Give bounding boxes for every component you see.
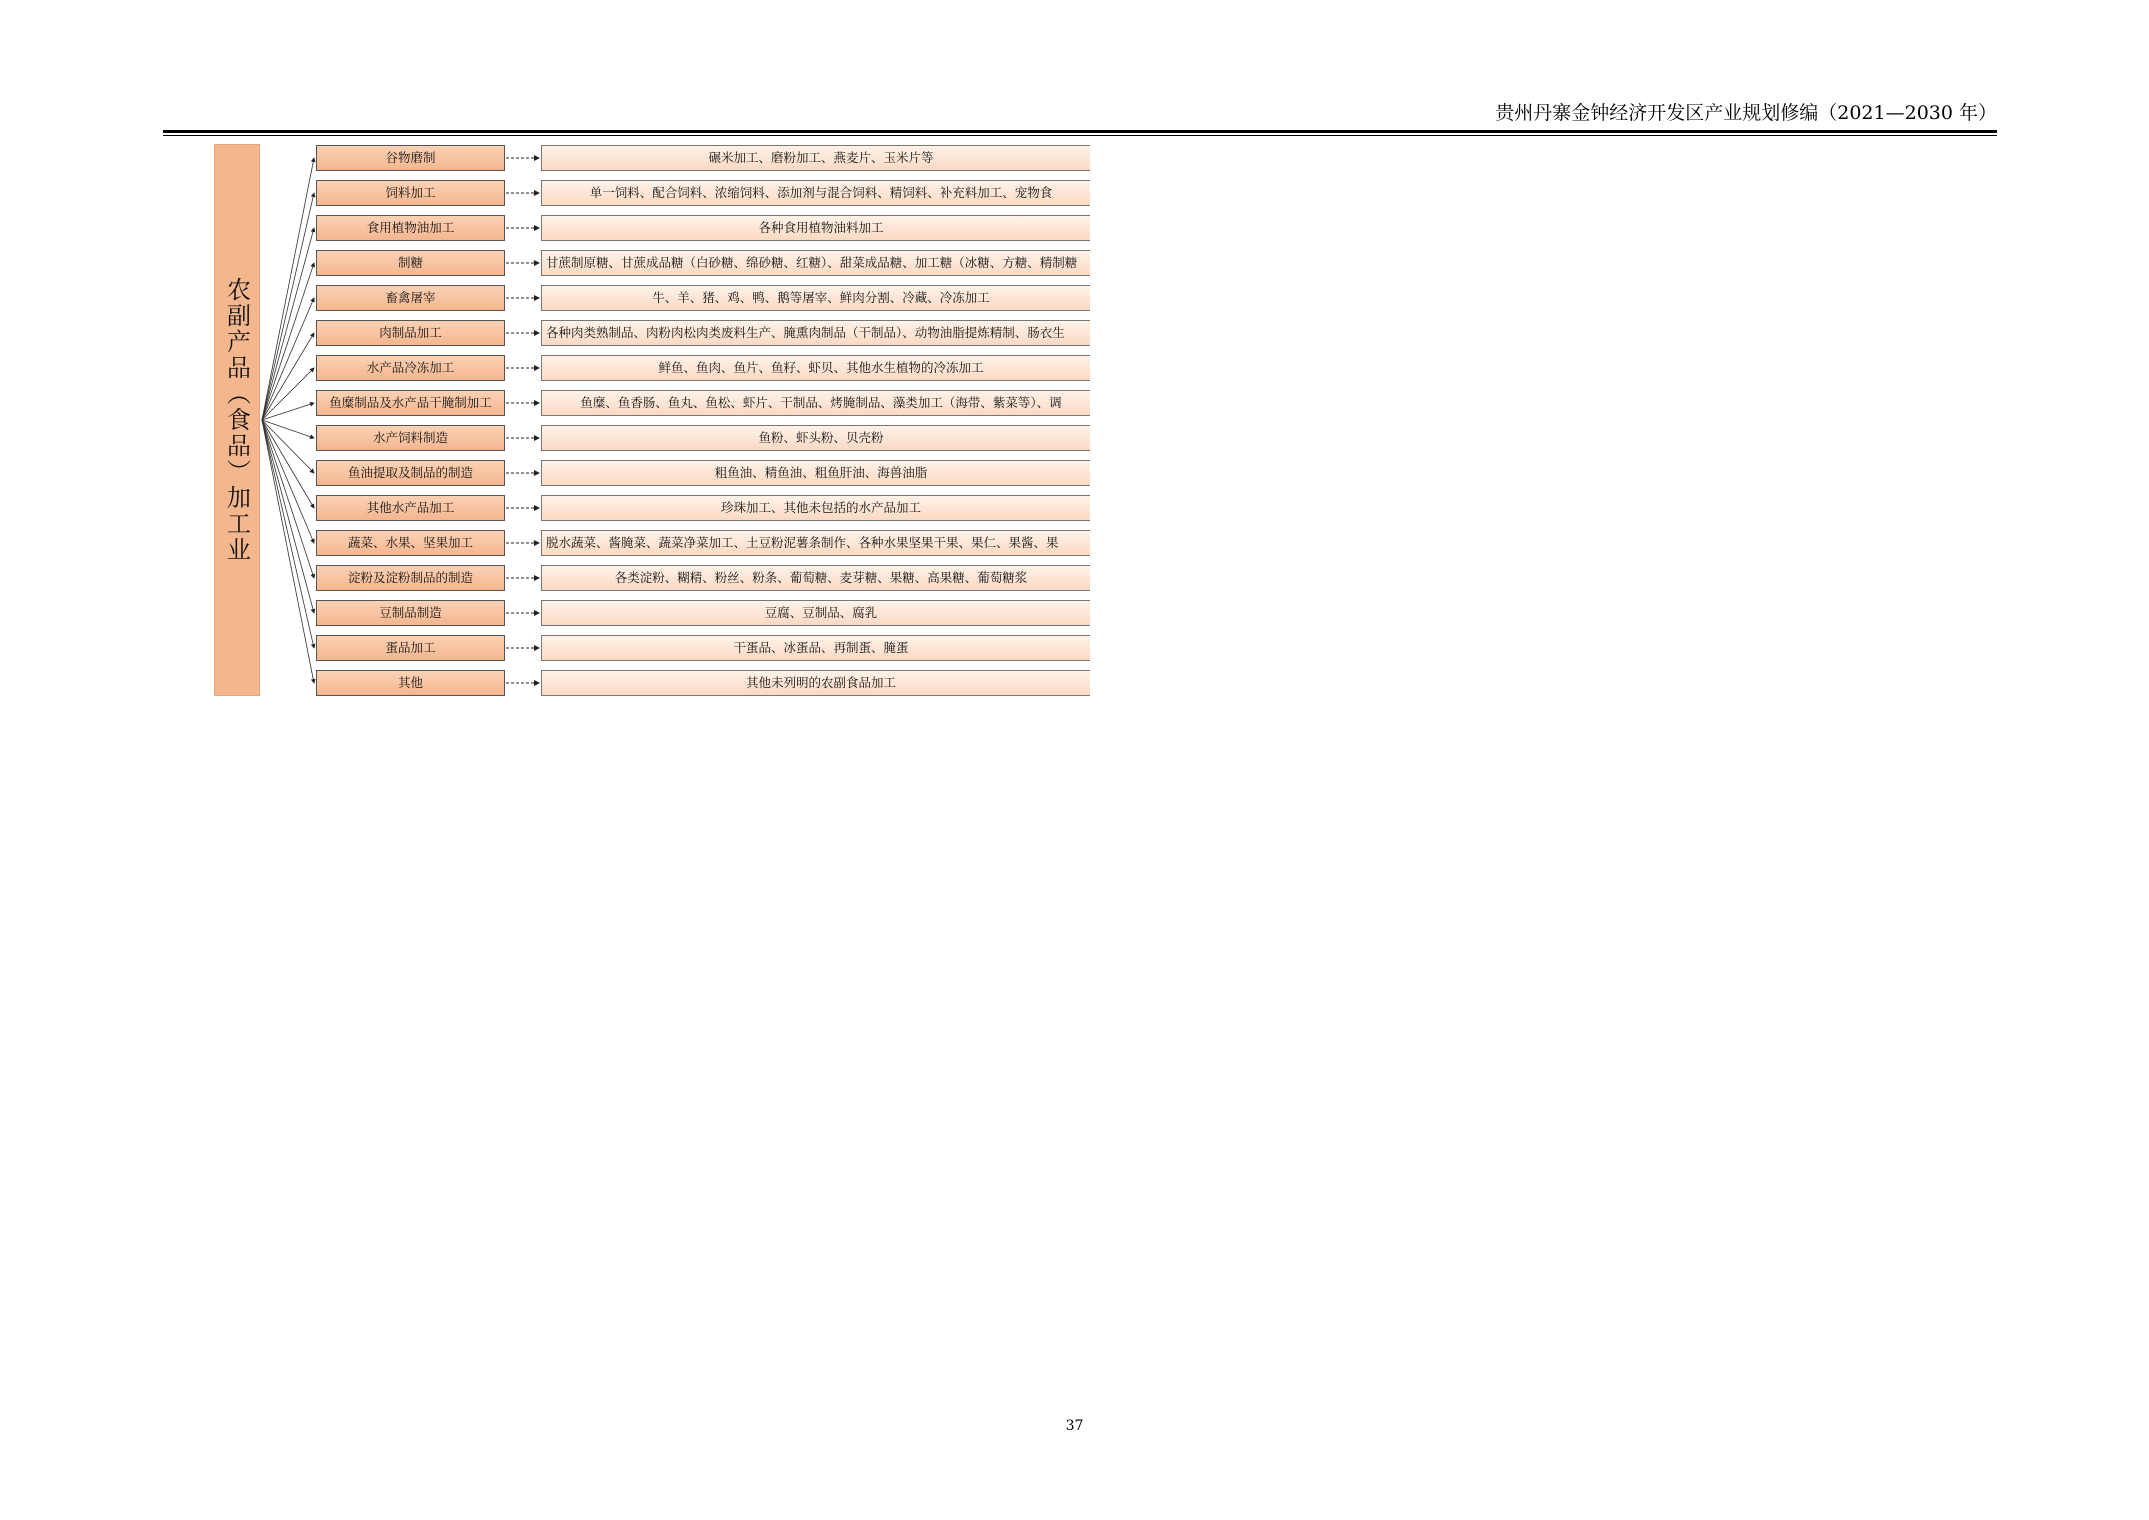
- category-box: 其他: [316, 670, 505, 696]
- description-box: 脱水蔬菜、酱腌菜、蔬菜净菜加工、土豆粉泥薯条制作、各种水果坚果干果、果仁、果酱、果: [541, 530, 1090, 556]
- description-box: 其他未列明的农副食品加工: [541, 670, 1090, 696]
- description-box: 鱼粉、虾头粉、贝壳粉: [541, 425, 1090, 451]
- document-title: 贵州丹寨金钟经济开发区产业规划修编（2021—2030 年）: [1495, 102, 1997, 124]
- description-box: 各种食用植物油料加工: [541, 215, 1090, 241]
- category-box: 其他水产品加工: [316, 495, 505, 521]
- category-box: 谷物磨制: [316, 145, 505, 171]
- description-box: 鲜鱼、鱼肉、鱼片、鱼籽、虾贝、其他水生植物的冷冻加工: [541, 355, 1090, 381]
- category-box: 蔬菜、水果、坚果加工: [316, 530, 505, 556]
- category-box: 淀粉及淀粉制品的制造: [316, 565, 505, 591]
- description-box: 豆腐、豆制品、腐乳: [541, 600, 1090, 626]
- fan-connector: [262, 298, 314, 420]
- category-box: 肉制品加工: [316, 320, 505, 346]
- category-box: 饲料加工: [316, 180, 505, 206]
- category-box: 豆制品制造: [316, 600, 505, 626]
- description-box: 各类淀粉、糊精、粉丝、粉条、葡萄糖、麦芽糖、果糖、高果糖、葡萄糖浆: [541, 565, 1090, 591]
- header-rule-thick: [163, 130, 1997, 133]
- category-box: 蛋品加工: [316, 635, 505, 661]
- category-box: 畜禽屠宰: [316, 285, 505, 311]
- fan-connector: [262, 420, 314, 543]
- description-box: 珍珠加工、其他未包括的水产品加工: [541, 495, 1090, 521]
- page-header: [163, 95, 1997, 135]
- category-box: 鱼油提取及制品的制造: [316, 460, 505, 486]
- page-number: 37: [1065, 1418, 1084, 1434]
- root-category-label: 农副产品（食品）加工业: [222, 277, 251, 563]
- fan-connector: [262, 420, 314, 473]
- fan-connector: [262, 263, 314, 420]
- fan-connector: [262, 193, 314, 420]
- category-box: 水产品冷冻加工: [316, 355, 505, 381]
- fan-connector: [262, 420, 314, 578]
- fan-connector: [262, 420, 314, 648]
- description-box: 粗鱼油、精鱼油、粗鱼肝油、海兽油脂: [541, 460, 1090, 486]
- fan-connector: [262, 420, 314, 683]
- category-box: 制糖: [316, 250, 505, 276]
- fan-connector: [262, 420, 314, 438]
- root-category-box: [214, 144, 260, 696]
- fan-connector: [262, 228, 314, 420]
- fan-connector: [262, 420, 314, 508]
- fan-connector: [262, 158, 314, 420]
- description-box: 鱼糜、鱼香肠、鱼丸、鱼松、虾片、干制品、烤腌制品、藻类加工（海带、紫菜等）、调: [541, 390, 1090, 416]
- description-box: 甘蔗制原糖、甘蔗成品糖（白砂糖、绵砂糖、红糖）、甜菜成品糖、加工糖（冰糖、方糖、精制糖: [541, 250, 1090, 276]
- description-box: 碾米加工、磨粉加工、燕麦片、玉米片等: [541, 145, 1090, 171]
- category-box: 鱼糜制品及水产品干腌制加工: [316, 390, 505, 416]
- description-box: 牛、羊、猪、鸡、鸭、鹅等屠宰、鲜肉分割、冷藏、冷冻加工: [541, 285, 1090, 311]
- industry-classification-diagram: [210, 140, 1090, 702]
- category-box: 水产饲料制造: [316, 425, 505, 451]
- fan-connector: [262, 403, 314, 420]
- fan-connector: [262, 333, 314, 420]
- fan-connector: [262, 420, 314, 613]
- description-box: 干蛋品、冰蛋品、再制蛋、腌蛋: [541, 635, 1090, 661]
- description-box: 单一饲料、配合饲料、浓缩饲料、添加剂与混合饲料、精饲料、补充料加工、宠物食: [541, 180, 1090, 206]
- header-rule-thin: [163, 135, 1997, 136]
- description-box: 各种肉类熟制品、肉粉肉松肉类废料生产、腌熏肉制品（干制品）、动物油脂提炼精制、肠衣生: [541, 320, 1090, 346]
- category-box: 食用植物油加工: [316, 215, 505, 241]
